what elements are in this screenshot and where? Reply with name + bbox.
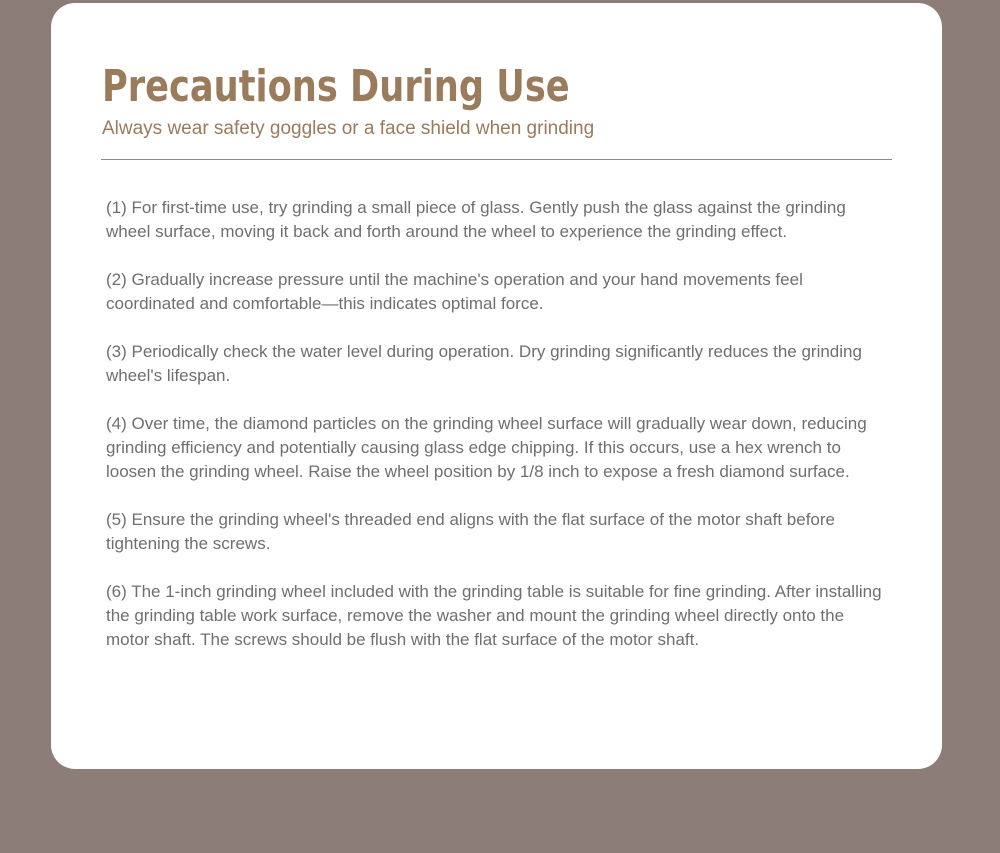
- page-subtitle: Always wear safety goggles or a face shield when grinding: [102, 118, 595, 139]
- divider: [101, 159, 892, 160]
- page-title: Precautions During Use: [102, 61, 570, 112]
- precaution-item: (3) Periodically check the water level during operation. Dry grinding significantly reduces the grinding wheel's lifespan.: [106, 342, 862, 385]
- precaution-item: (6) The 1-inch grinding wheel included with the grinding table is suitable for fine grinding. After installing the grinding table work surface, remove the washer and mount the grinding wheel directly onto the motor shaft. The screws should be flush with the flat surface of the motor shaft.: [106, 582, 882, 649]
- precaution-item: (4) Over time, the diamond particles on the grinding wheel surface will gradually wear down, reducing grinding efficiency and potentially causing glass edge chipping. If this occurs, use a hex wrench to loosen the grinding wheel. Raise the wheel position by 1/8 inch to expose a fresh diamond surface.: [106, 414, 867, 481]
- content-card: [51, 3, 942, 769]
- precaution-item: (5) Ensure the grinding wheel's threaded end aligns with the flat surface of the motor shaft before tightening the screws.: [106, 510, 835, 553]
- precaution-item: (1) For first-time use, try grinding a small piece of glass. Gently push the glass against the grinding wheel surface, moving it back and forth around the wheel to experience the grinding effect.: [106, 198, 846, 241]
- precaution-item: (2) Gradually increase pressure until the machine's operation and your hand movements feel coordinated and comfortable—this indicates optimal force.: [106, 270, 803, 313]
- precautions-list: [106, 196, 891, 676]
